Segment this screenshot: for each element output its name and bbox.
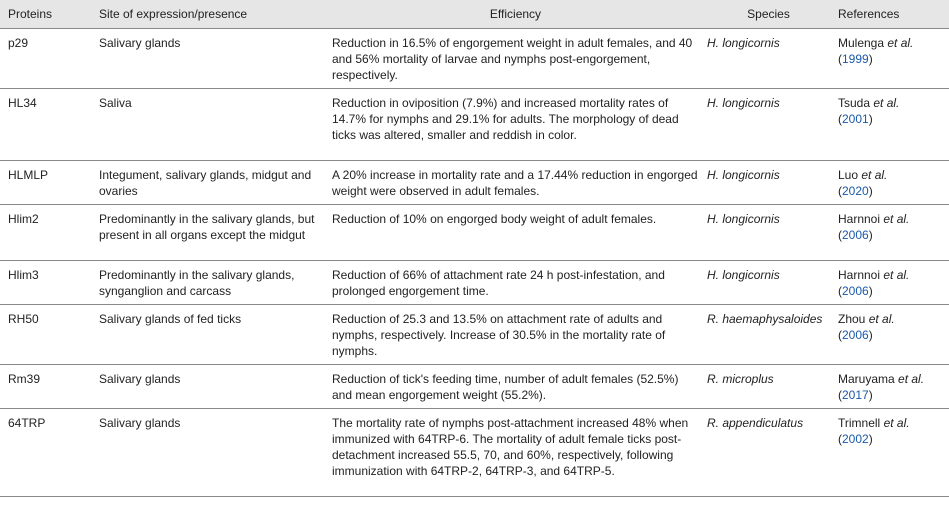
reference-year-link[interactable]: 2017 — [842, 388, 869, 402]
reference-year-link[interactable]: 2006 — [842, 328, 869, 342]
species-cell: H. longicornis — [699, 89, 830, 161]
reference-etal: et al. — [898, 372, 925, 386]
table-row — [0, 305, 949, 365]
species-cell: H. longicornis — [699, 261, 830, 305]
site-cell: Salivary glands of fed ticks — [91, 305, 324, 365]
reference-cell: Maruyama et al. (2017) — [830, 365, 949, 409]
reference-etal: et al. — [883, 212, 910, 226]
reference-author: Mulenga — [838, 36, 888, 50]
reference-etal: et al. — [861, 168, 888, 182]
efficiency-cell: Reduction of 66% of attachment rate 24 h post-infestation, and prolonged engorgement time. — [324, 261, 699, 305]
reference-year-link[interactable]: 2001 — [842, 112, 869, 126]
protein-cell: Hlim3 — [0, 261, 91, 305]
reference-author: Tsuda — [838, 96, 874, 110]
protein-cell: p29 — [0, 29, 91, 89]
species-cell: H. longicornis — [699, 29, 830, 89]
species-cell: H. longicornis — [699, 161, 830, 205]
table-header-row — [0, 0, 949, 29]
reference-cell: Harnnoi et al. (2006) — [830, 261, 949, 305]
reference-author: Harnnoi — [838, 212, 884, 226]
site-cell: Integument, salivary glands, midgut and ovaries — [91, 161, 324, 205]
site-cell: Saliva — [91, 89, 324, 161]
reference-etal: et al. — [887, 36, 914, 50]
table-row — [0, 365, 949, 409]
reference-cell: Luo et al. (2020) — [830, 161, 949, 205]
protein-cell: 64TRP — [0, 409, 91, 497]
site-cell: Predominantly in the salivary glands, but present in all organs except the midgut — [91, 205, 324, 261]
reference-cell: Mulenga et al. (1999) — [830, 29, 949, 89]
reference-year-link[interactable]: 2002 — [842, 432, 869, 446]
protein-cell: Rm39 — [0, 365, 91, 409]
reference-author: Luo — [838, 168, 862, 182]
efficiency-cell: Reduction in oviposition (7.9%) and increased mortality rates of 14.7% for nymphs and 29.1% for adults. The morphology of dead ticks was altered, smaller and reddish in color. — [324, 89, 699, 161]
efficiency-cell: Reduction in 16.5% of engorgement weight in adult females, and 40 and 56% mortality of larvae and nymphs post-engorgement, respectively. — [324, 29, 699, 89]
efficiency-cell: Reduction of 25.3 and 13.5% on attachment rate of adults and nymphs, respectively. Increase of 30.5% in the mortality rate of nymphs. — [324, 305, 699, 365]
species-cell: R. haemaphysaloides — [699, 305, 830, 365]
species-cell: R. appendiculatus — [699, 409, 830, 497]
reference-author: Trimnell — [838, 416, 884, 430]
species-cell: H. longicornis — [699, 205, 830, 261]
header-proteins: Proteins — [0, 0, 91, 29]
reference-etal: et al. — [868, 312, 895, 326]
reference-etal: et al. — [873, 96, 900, 110]
reference-cell: Tsuda et al. (2001) — [830, 89, 949, 161]
efficiency-cell: Reduction of 10% on engorged body weight of adult females. — [324, 205, 699, 261]
table-row — [0, 89, 949, 161]
species-cell: R. microplus — [699, 365, 830, 409]
header-site: Site of expression/presence — [91, 0, 324, 29]
table-row — [0, 161, 949, 205]
header-efficiency: Efficiency — [324, 0, 699, 29]
table-row — [0, 261, 949, 305]
reference-author: Zhou — [838, 312, 869, 326]
table-row — [0, 29, 949, 89]
reference-cell: Harnnoi et al. (2006) — [830, 205, 949, 261]
site-cell: Salivary glands — [91, 29, 324, 89]
reference-year-link[interactable]: 2006 — [842, 228, 869, 242]
table-row — [0, 205, 949, 261]
reference-etal: et al. — [883, 268, 910, 282]
table-row — [0, 409, 949, 497]
efficiency-cell: The mortality rate of nymphs post-attachment increased 48% when immunized with 64TRP-6. The mortality of adult female ticks post-detachment increased 55.5, 70, and 60%, respectively, following immunization with 64TRP-2, 64TRP-3, and 64TRP-5. — [324, 409, 699, 497]
site-cell: Salivary glands — [91, 365, 324, 409]
protein-cell: HL34 — [0, 89, 91, 161]
reference-etal: et al. — [883, 416, 910, 430]
protein-cell: Hlim2 — [0, 205, 91, 261]
reference-cell: Zhou et al. (2006) — [830, 305, 949, 365]
reference-author: Maruyama — [838, 372, 899, 386]
efficiency-cell: Reduction of tick's feeding time, number of adult females (52.5%) and mean engorgement weight (55.2%). — [324, 365, 699, 409]
site-cell: Salivary glands — [91, 409, 324, 497]
reference-year-link[interactable]: 2020 — [842, 184, 869, 198]
reference-author: Harnnoi — [838, 268, 884, 282]
reference-year-link[interactable]: 1999 — [842, 52, 869, 66]
reference-year-link[interactable]: 2006 — [842, 284, 869, 298]
header-references: References — [830, 0, 949, 29]
protein-cell: HLMLP — [0, 161, 91, 205]
protein-cell: RH50 — [0, 305, 91, 365]
site-cell: Predominantly in the salivary glands, synganglion and carcass — [91, 261, 324, 305]
reference-cell: Trimnell et al. (2002) — [830, 409, 949, 497]
efficiency-cell: A 20% increase in mortality rate and a 17.44% reduction in engorged weight were observed in adult females. — [324, 161, 699, 205]
header-species: Species — [699, 0, 830, 29]
